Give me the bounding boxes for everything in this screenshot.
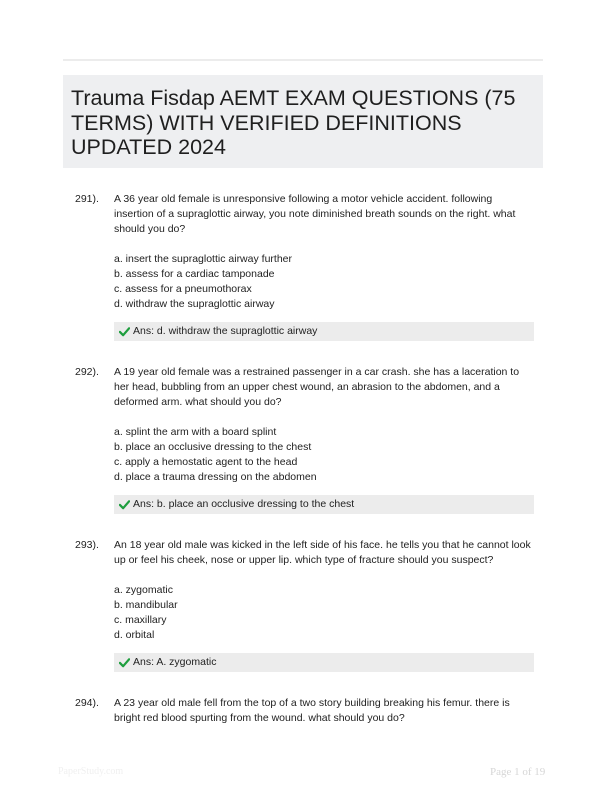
option-a: a. zygomatic <box>114 584 173 596</box>
option-c: c. maxillary <box>114 614 167 626</box>
answer-box <box>114 322 534 341</box>
option-d: d. place a trauma dressing on the abdomen <box>114 471 317 483</box>
question-number: 293). <box>75 539 99 551</box>
question-number: 292). <box>75 366 99 378</box>
question-number: 294). <box>75 697 99 709</box>
option-c: c. assess for a pneumothorax <box>114 283 252 295</box>
check-icon <box>119 499 130 510</box>
question-text: An 18 year old male was kicked in the left side of his face. he tells you that he cannot look up or feel his cheek, nose or upper lip. which type of fracture should you suspect? <box>114 539 531 566</box>
option-d: d. withdraw the supraglottic airway <box>114 298 275 310</box>
option-a: a. splint the arm with a board splint <box>114 426 277 438</box>
option-b: b. mandibular <box>114 599 178 611</box>
document-title: Trauma Fisdap AEMT EXAM QUESTIONS (75 TERMS) WITH VERIFIED DEFINITIONS UPDATED 2024 <box>71 86 516 159</box>
top-divider <box>63 59 543 61</box>
option-list <box>114 425 534 485</box>
option-a: a. insert the supraglottic airway further <box>114 253 292 265</box>
answer-text: Ans: A. zygomatic <box>133 656 217 668</box>
answer-text: Ans: b. place an occlusive dressing to the chest <box>133 498 355 510</box>
question-number: 291). <box>75 193 99 205</box>
answer-box <box>114 495 534 514</box>
question-text: A 23 year old male fell from the top of a two story building breaking his femur. there is bright red blood spurting from the wound. what should you do? <box>114 697 510 724</box>
option-list <box>114 252 534 312</box>
option-list <box>114 583 534 643</box>
check-icon <box>119 657 130 668</box>
option-c: c. apply a hemostatic agent to the head <box>114 456 298 468</box>
answer-text: Ans: d. withdraw the supraglottic airway <box>133 325 318 337</box>
footer-watermark: PaperStudy.com <box>58 766 124 777</box>
title-box <box>63 75 543 168</box>
question-text: A 19 year old female was a restrained passenger in a car crash. she has a laceration to her head, bubbling from an upper chest wound, an abrasion to the abdomen, and a deformed arm. what should you do? <box>114 366 520 408</box>
option-d: d. orbital <box>114 629 155 641</box>
answer-box <box>114 653 534 672</box>
check-icon <box>119 326 130 337</box>
option-b: b. assess for a cardiac tamponade <box>114 268 275 280</box>
option-b: b. place an occlusive dressing to the chest <box>114 441 312 453</box>
page-number: Page 1 of 19 <box>490 766 546 778</box>
question-text: A 36 year old female is unresponsive following a motor vehicle accident. following insertion of a supraglottic airway, you note diminished breath sounds on the right. what should you do? <box>114 193 516 235</box>
